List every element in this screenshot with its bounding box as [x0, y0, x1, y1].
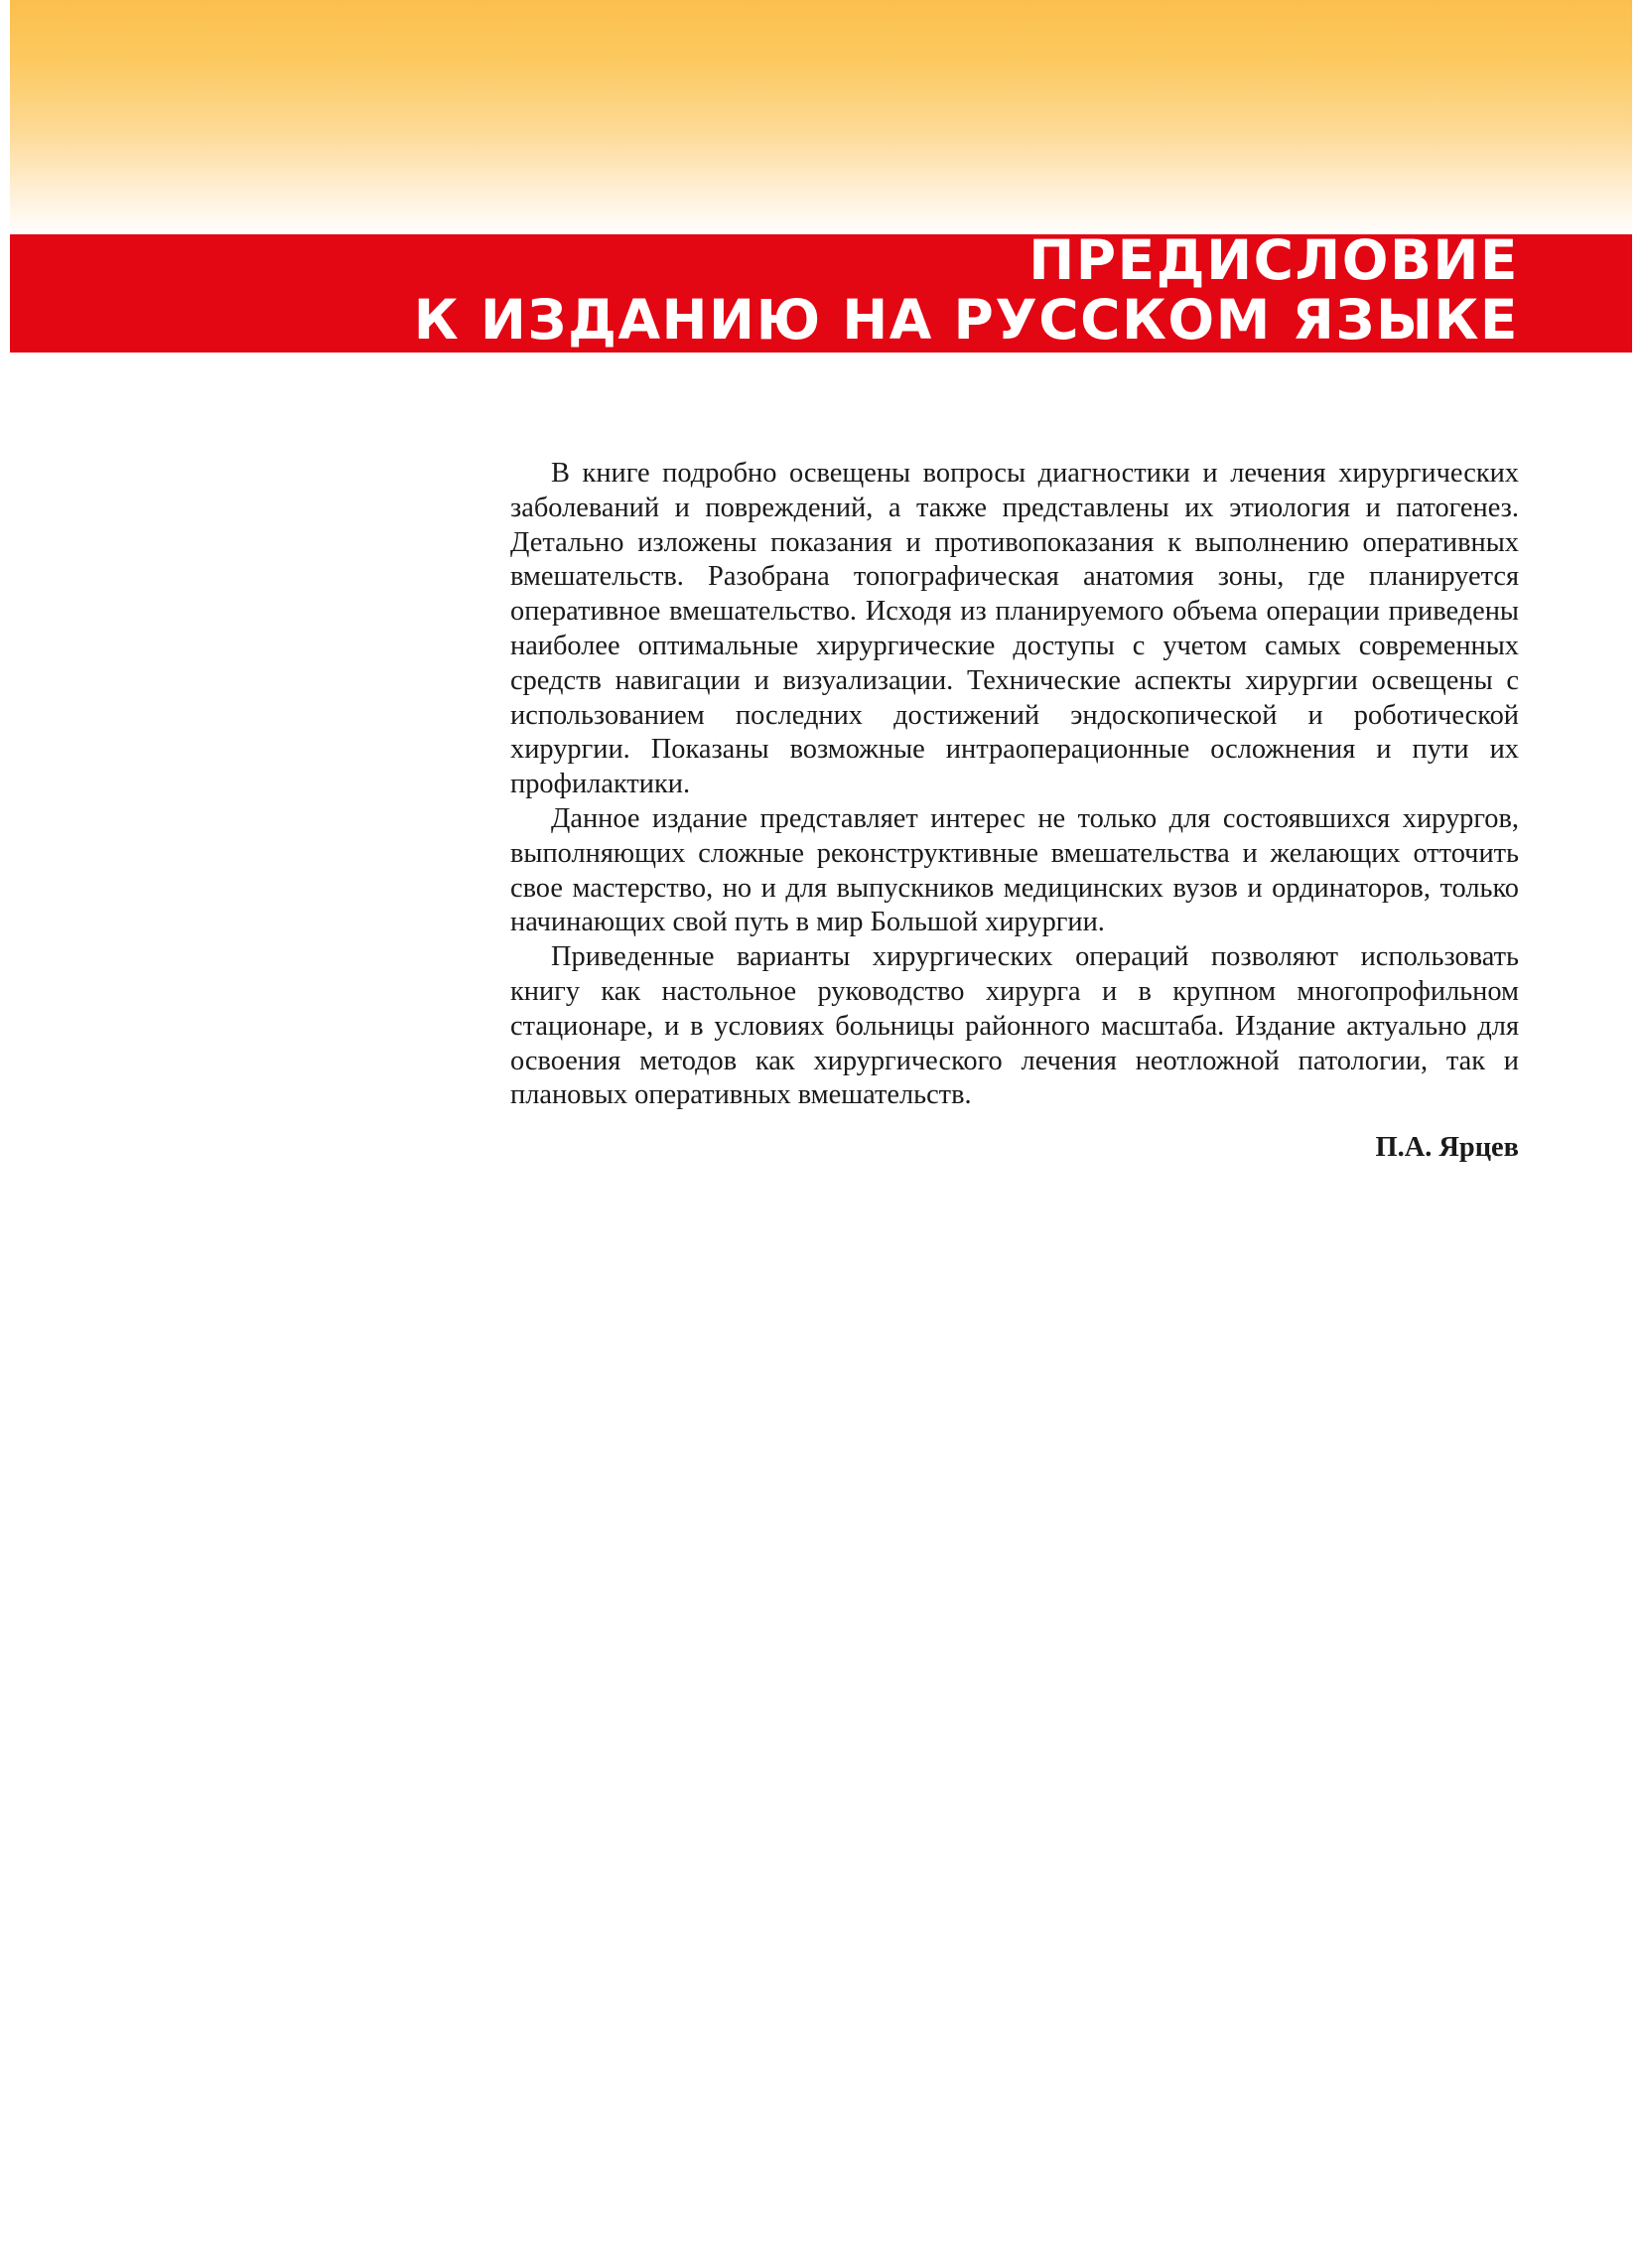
paragraph-3: Приведенные варианты хирургических операций позволяют использовать книгу как настольное руководство хирурга и в крупном многопрофильном стационаре, и в условиях больницы районного масштаба. Издание актуально для освоения методов как хирургического лечения неотложной патологии, так и плановых оперативных вмешательств. [510, 941, 1519, 1111]
preface-body [510, 457, 1519, 1113]
page-title [414, 230, 1519, 350]
title-line-2: К ИЗДАНИЮ НА РУССКОМ ЯЗЫКЕ [413, 288, 1519, 352]
author-signature: П.А. Ярцев [1375, 1132, 1519, 1163]
paragraph-1: В книге подробно освещены вопросы диагностики и лечения хирургических заболеваний и повреждений, а также представлены их этиология и патогенез. Детально изложены показания и противопоказания к выполнению оперативных вмешательств. Разобрана топографическая анатомия зоны, где планируется оперативное вмешательство. Исходя из планируемого объема операции приведены наиболее оптимальные хирургические доступы с учетом самых современных средств навигации и визуализации. Технические аспекты хирургии освещены с использованием последних достижений эндоскопической и роботической хирургии. Показаны возможные интраоперационные осложнения и пути их профилактики. [510, 458, 1519, 800]
header-gradient [10, 0, 1632, 236]
title-line-1: ПРЕДИСЛОВИЕ [1028, 228, 1519, 292]
paragraph-2: Данное издание представляет интерес не только для состоявшихся хирургов, выполняющих сложные реконструктивные вмешательства и желающих отточить свое мастерство, но и для выпускников медицинских вузов и ординаторов, только начинающих свой путь в мир Большой хирургии. [510, 802, 1519, 938]
